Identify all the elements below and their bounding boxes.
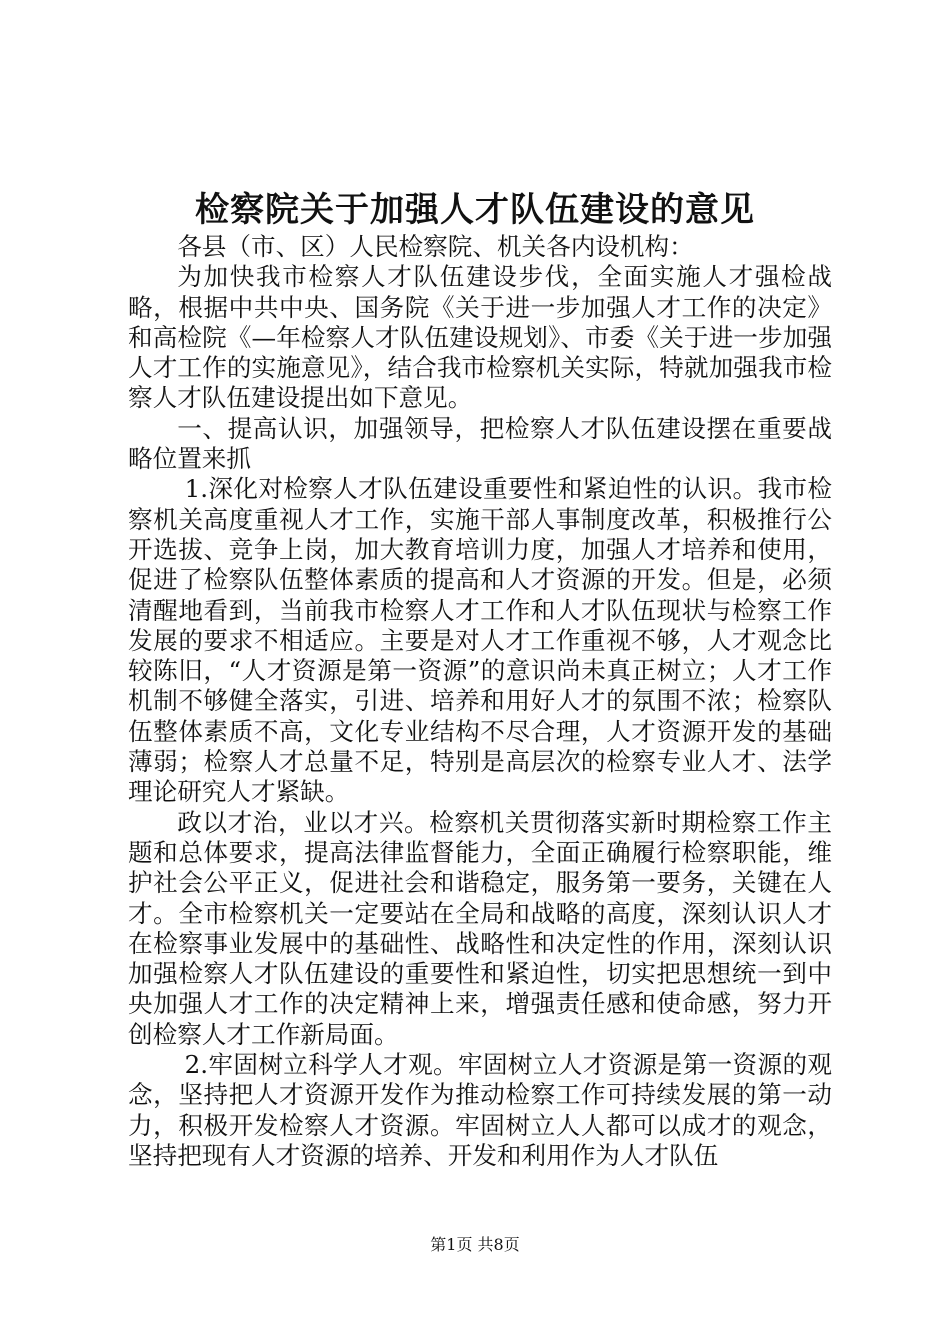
point-2-paragraph: 2.牢固树立科学人才观。牢固树立人才资源是第一资源的观念，坚持把人才资源开发作为推动检察工作可持续发展的第一动力，积极开发检察人才资源。牢固树立人人都可以成才的观念，坚持把现有人才资源的培养、开发和利用作为人才队伍 [128, 1050, 832, 1170]
section-heading: 一、提高认识，加强领导，把检察人才队伍建设摆在重要战略位置来抓 [128, 413, 832, 474]
document-body [128, 232, 832, 1171]
body-paragraph: 政以才治，业以才兴。检察机关贯彻落实新时期检察工作主题和总体要求，提高法律监督能力，全面正确履行检察职能，维护社会公平正义，促进社会和谐稳定，服务第一要务，关键在人才。全市检察机关一定要站在全局和战略的高度，深刻认识人才在检察事业发展中的基础性、战略性和决定性的作用，深刻认识加强检察人才队伍建设的重要性和紧迫性，切实把思想统一到中央加强人才工作的决定精神上来，增强责任感和使命感，努力开创检察人才工作新局面。 [128, 807, 832, 1049]
intro-paragraph: 为加快我市检察人才队伍建设步伐，全面实施人才强检战略，根据中共中央、国务院《关于进一步加强人才工作的决定》和高检院《—年检察人才队伍建设规划》、市委《关于进一步加强人才工作的实施意见》，结合我市检察机关实际，特就加强我市检察人才队伍建设提出如下意见。 [128, 262, 832, 413]
point-1-paragraph: 1.深化对检察人才队伍建设重要性和紧迫性的认识。我市检察机关高度重视人才工作，实施干部人事制度改革，积极推行公开选拔、竞争上岗，加大教育培训力度，加强人才培养和使用，促进了检察队伍整体素质的提高和人才资源的开发。但是，必须清醒地看到，当前我市检察人才工作和人才队伍现状与检察工作发展的要求不相适应。主要是对人才工作重视不够，人才观念比较陈旧，“人才资源是第一资源”的意识尚未真正树立；人才工作机制不够健全落实，引进、培养和用好人才的氛围不浓；检察队伍整体素质不高，文化专业结构不尽合理，人才资源开发的基础薄弱；检察人才总量不足，特别是高层次的检察专业人才、法学理论研究人才紧缺。 [128, 474, 832, 807]
document-title: 检察院关于加强人才队伍建设的意见 [195, 190, 755, 230]
salutation-paragraph: 各县（市、区）人民检察院、机关各内设机构： [177, 232, 694, 261]
page-footer: 第1页 共8页 [430, 1235, 520, 1254]
